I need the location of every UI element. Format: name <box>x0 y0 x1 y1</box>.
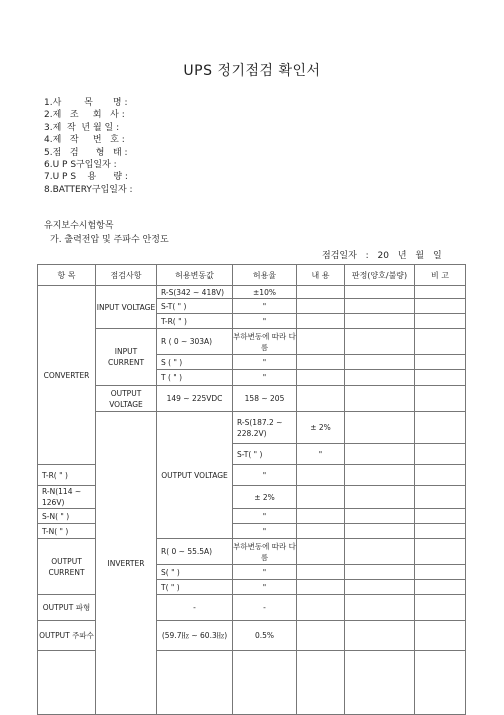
info-item: 1.사 목 명 : <box>44 98 128 108</box>
remarks-cell[interactable] <box>415 386 466 412</box>
table-row <box>38 386 466 412</box>
content-cell[interactable] <box>297 580 345 595</box>
info-item: 7.U P S 용 량 : <box>44 172 128 183</box>
judgment-cell[interactable] <box>345 565 415 580</box>
allowed-value: R( 0 ~ 55.5A) <box>157 539 233 565</box>
converter-label: CONVERTER <box>38 286 96 465</box>
converter-input-voltage: INPUT VOLTAGE <box>96 286 157 329</box>
content-cell[interactable] <box>297 329 345 355</box>
allowed-rate: " <box>233 524 297 539</box>
inspection-table <box>37 264 466 715</box>
content-cell[interactable] <box>297 621 345 651</box>
header-cell: 내 용 <box>297 265 345 286</box>
allowed-rate: " <box>233 355 297 370</box>
header-cell: 허용변동값 <box>157 265 233 286</box>
remarks-cell[interactable] <box>415 565 466 580</box>
allowed-rate: " <box>233 465 297 486</box>
content-cell[interactable] <box>297 286 345 299</box>
remarks-cell[interactable] <box>415 509 466 524</box>
inverter-frequency: OUTPUT 주파수 <box>38 621 96 651</box>
remarks-cell[interactable] <box>415 539 466 565</box>
remarks-cell[interactable] <box>415 486 466 509</box>
remarks-cell[interactable] <box>415 329 466 355</box>
judgment-cell[interactable] <box>345 580 415 595</box>
allowed-rate: 0.5% <box>233 621 297 651</box>
content-cell[interactable] <box>297 651 345 715</box>
table-row <box>38 412 466 444</box>
section-subheading: 가. 출력전압 및 주파수 안정도 <box>50 235 169 245</box>
content-cell[interactable] <box>297 509 345 524</box>
judgment-cell[interactable] <box>345 524 415 539</box>
section-heading: 유지보수시험항목 <box>44 221 114 231</box>
judgment-cell[interactable] <box>345 651 415 715</box>
page-title: UPS 정기점검 확인서 <box>183 63 321 79</box>
converter-output-voltage: OUTPUT VOLTAGE <box>96 386 157 412</box>
remarks-cell[interactable] <box>415 465 466 486</box>
remarks-cell[interactable] <box>415 524 466 539</box>
inverter-waveform: OUTPUT 파형 <box>38 595 96 621</box>
content-cell[interactable] <box>297 386 345 412</box>
allowed-rate: ± 2% <box>233 486 297 509</box>
judgment-cell[interactable] <box>415 412 466 444</box>
allowed-value: S-T( " ) <box>233 444 297 465</box>
info-item: 2.제 조 회 사 : <box>44 110 125 121</box>
content-cell[interactable] <box>297 370 345 386</box>
judgment-cell[interactable] <box>345 509 415 524</box>
allowed-value: R-S(187.2 ~ 228.2V) <box>233 412 297 444</box>
judgment-cell[interactable] <box>415 444 466 465</box>
info-list <box>44 97 133 196</box>
info-item: 5.점 검 형 태 : <box>44 147 128 158</box>
info-item: 6.U P S구입일자 : <box>44 160 117 171</box>
content-cell[interactable] <box>297 465 345 486</box>
remarks-cell[interactable] <box>415 370 466 386</box>
table-header-row <box>38 265 466 286</box>
allowed-value: T ( " ) <box>157 370 233 386</box>
header-cell: 항 목 <box>38 265 96 286</box>
allowed-value: R ( 0 ~ 303A) <box>157 329 233 355</box>
header-cell: 비 고 <box>415 265 466 286</box>
allowed-rate: " <box>233 314 297 329</box>
allowed-rate: " <box>233 370 297 386</box>
allowed-rate: ±10% <box>233 286 297 299</box>
judgment-cell[interactable] <box>345 486 415 509</box>
allowed-value: S( " ) <box>157 565 233 580</box>
remarks-cell[interactable] <box>415 595 466 621</box>
content-cell[interactable] <box>345 412 415 444</box>
table-row <box>38 329 466 355</box>
content-cell[interactable] <box>345 444 415 465</box>
allowed-value: S-N( " ) <box>38 509 96 524</box>
remarks-cell[interactable] <box>415 286 466 299</box>
judgment-cell[interactable] <box>345 286 415 299</box>
info-item: 3.제 작 년 월 일 : <box>44 122 120 133</box>
judgment-cell[interactable] <box>345 299 415 314</box>
allowed-value: R-N(114 ~ 126V) <box>38 486 96 509</box>
allowed-rate: 부하변동에 따라 다름 <box>233 329 297 355</box>
info-item: 8.BATTERY구입일자 : <box>44 184 133 195</box>
content-cell[interactable] <box>297 595 345 621</box>
allowed-value: (59.7㎐ ~ 60.3㎐) <box>157 621 233 651</box>
allowed-value: T( " ) <box>157 580 233 595</box>
allowed-rate: 부하변동에 따라 다름 <box>233 539 297 565</box>
allowed-value: 149 ~ 225VDC <box>157 386 233 412</box>
allowed-value: R-S(342 ~ 418V) <box>157 286 233 299</box>
content-cell[interactable] <box>297 299 345 314</box>
info-item: 4.제 작 번 호 : <box>44 135 125 146</box>
allowed-rate: 158 ~ 205 <box>233 386 297 412</box>
allowed-rate: " <box>297 444 345 465</box>
allowed-value: S-T( " ) <box>157 299 233 314</box>
judgment-cell[interactable] <box>345 621 415 651</box>
judgment-cell[interactable] <box>345 329 415 355</box>
inverter-output-current: OUTPUT CURRENT <box>38 539 96 595</box>
judgment-cell[interactable] <box>345 386 415 412</box>
inverter-label: INVERTER <box>96 412 157 715</box>
allowed-value: - <box>157 595 233 621</box>
remarks-cell[interactable] <box>415 299 466 314</box>
header-cell: 판정(양호/불량) <box>345 265 415 286</box>
content-cell[interactable] <box>297 539 345 565</box>
table-row <box>38 286 466 299</box>
content-cell[interactable] <box>297 355 345 370</box>
remarks-cell[interactable] <box>415 355 466 370</box>
inspection-date: 점검일자 : 20 년 월 일 <box>322 251 442 261</box>
content-cell[interactable] <box>297 486 345 509</box>
header-cell: 허용율 <box>233 265 297 286</box>
converter-input-current: INPUT CURRENT <box>96 329 157 386</box>
allowed-value: T-N( " ) <box>38 524 96 539</box>
allowed-rate: " <box>233 299 297 314</box>
judgment-cell[interactable] <box>345 539 415 565</box>
inverter-output-voltage: OUTPUT VOLTAGE <box>157 412 233 539</box>
allowed-rate: " <box>233 509 297 524</box>
allowed-rate: - <box>233 595 297 621</box>
judgment-cell[interactable] <box>345 314 415 329</box>
allowed-value: S ( " ) <box>157 355 233 370</box>
allowed-value: T-R( " ) <box>38 465 96 486</box>
header-cell: 점검사항 <box>96 265 157 286</box>
allowed-value: T-R( " ) <box>157 314 233 329</box>
remarks-cell[interactable] <box>415 580 466 595</box>
allowed-rate: " <box>233 565 297 580</box>
judgment-cell[interactable] <box>345 355 415 370</box>
judgment-cell[interactable] <box>345 595 415 621</box>
remarks-cell[interactable] <box>415 314 466 329</box>
allowed-rate: ± 2% <box>297 412 345 444</box>
remarks-cell[interactable] <box>415 651 466 715</box>
content-cell[interactable] <box>297 565 345 580</box>
content-cell[interactable] <box>297 314 345 329</box>
judgment-cell[interactable] <box>345 465 415 486</box>
judgment-cell[interactable] <box>345 370 415 386</box>
content-cell[interactable] <box>297 524 345 539</box>
allowed-rate: " <box>233 580 297 595</box>
remarks-cell[interactable] <box>415 621 466 651</box>
